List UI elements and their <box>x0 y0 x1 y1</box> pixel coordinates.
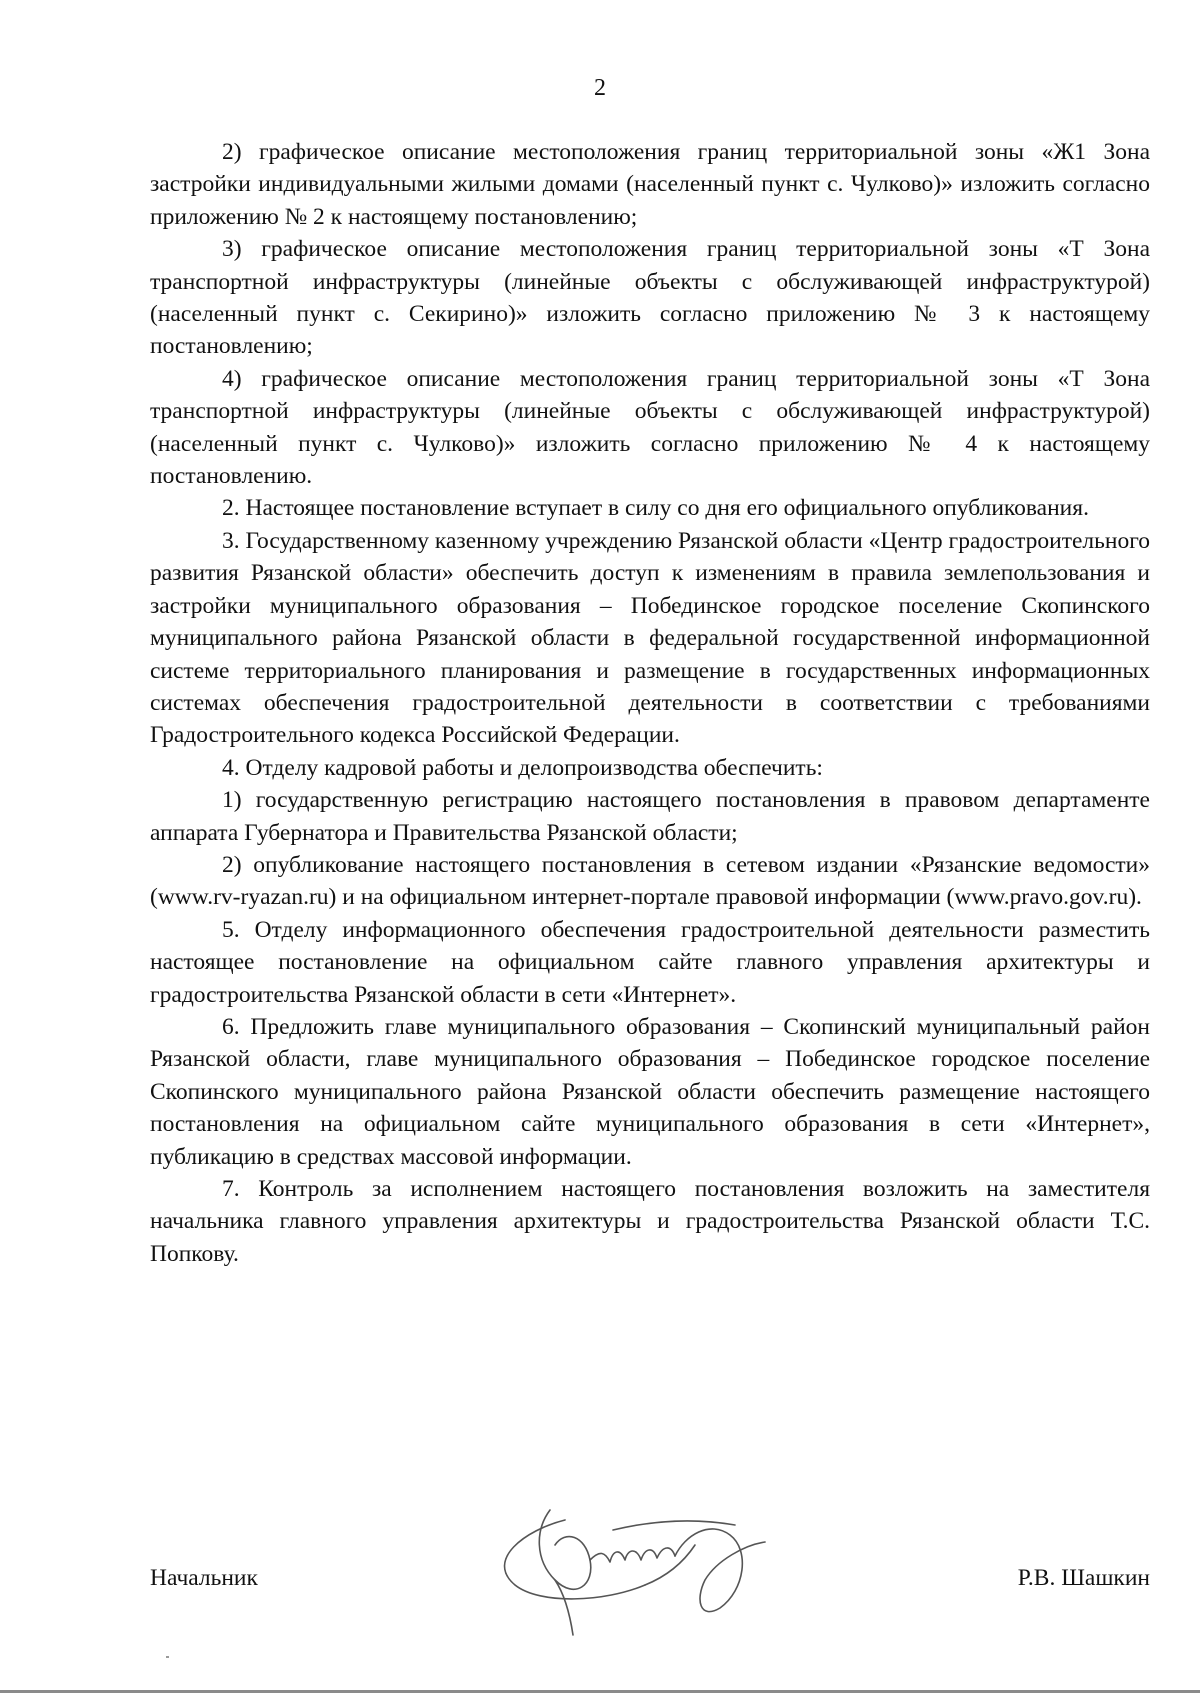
paragraph-item-2-zh1: 2) графическое описание местоположения границ территориальной зоны «Ж1 Зона застройки индивидуальными жилыми домами (населенный пункт с. Чулково)» изложить согласно приложению № 2 к настоящему постановлению; <box>150 139 1150 230</box>
signature-block <box>150 1562 1150 1602</box>
signatory-name: Р.В. Шашкин <box>1017 1565 1150 1591</box>
paragraph-clause-4-item-1: 1) государственную регистрацию настоящего постановления в правовом департаменте аппарата Губернатора и Правительства Рязанской области; <box>150 787 1150 846</box>
page-number: 2 <box>594 75 606 101</box>
signatory-position: Начальник <box>150 1565 258 1591</box>
paragraph-item-3-t-sekirino: 3) графическое описание местоположения границ территориальной зоны «Т Зона транспортной инфраструктуры (линейные объекты с обслуживающей инфраструктурой) (населенный пункт с. Секирино)» изложить согласно приложению № 3 к настоящему постановлению; <box>150 236 1150 360</box>
paragraph-clause-4: 4. Отделу кадровой работы и делопроизводства обеспечить: <box>222 754 823 781</box>
paragraph-item-4-t-chulkovo: 4) графическое описание местоположения границ территориальной зоны «Т Зона транспортной инфраструктуры (линейные объекты с обслуживающей инфраструктурой) (населенный пункт с. Чулково)» изложить согласно приложению № 4 к настоящему постановлению. <box>150 365 1150 490</box>
scan-speck <box>166 1656 169 1658</box>
paragraph-clause-3: 3. Государственному казенному учреждению Рязанской области «Центр градостроительного развития Рязанской области» обеспечить доступ к изменениям в правила землепользования и застройки муниципального образования – Побединское городское поселение Скопинского муниципального района Рязанской области в федеральной государственной информационной системе территориального планирования и размещение в государственных информационных системах обеспечения градостроительной деятельности в соответствии с требованиями Градостроительного кодекса Российской Федерации. <box>150 527 1150 749</box>
paragraph-clause-7: 7. Контроль за исполнением настоящего постановления возложить на заместителя начальника главного управления архитектуры и градостроительства Рязанской области Т.С. Попкову. <box>150 1176 1150 1267</box>
paragraph-clause-2: 2. Настоящее постановление вступает в силу со дня его официального опубликования. <box>222 495 1089 522</box>
paragraph-clause-5: 5. Отделу информационного обеспечения градостроительной деятельности разместить настоящее постановление на официальном сайте главного управления архитектуры и градостроительства Рязанской области в сети «Интернет». <box>150 916 1150 1008</box>
document-body <box>150 136 1150 1270</box>
page-bottom-edge <box>0 1690 1200 1693</box>
paragraph-clause-4-item-2: 2) опубликование настоящего постановления в сетевом издании «Рязанские ведомости» (www.rv-ryazan.ru) и на официальном интернет-портале правовой информации (www.pravo.gov.ru). <box>150 851 1150 911</box>
paragraph-clause-6: 6. Предложить главе муниципального образования – Скопинский муниципальный район Рязанской области, главе муниципального образования – Побединское городское поселение Скопинского муниципального района Рязанской области обеспечить размещение настоящего постановления на официальном сайте муниципального образования в сети «Интернет», публикацию в средствах массовой информации. <box>150 1013 1150 1170</box>
